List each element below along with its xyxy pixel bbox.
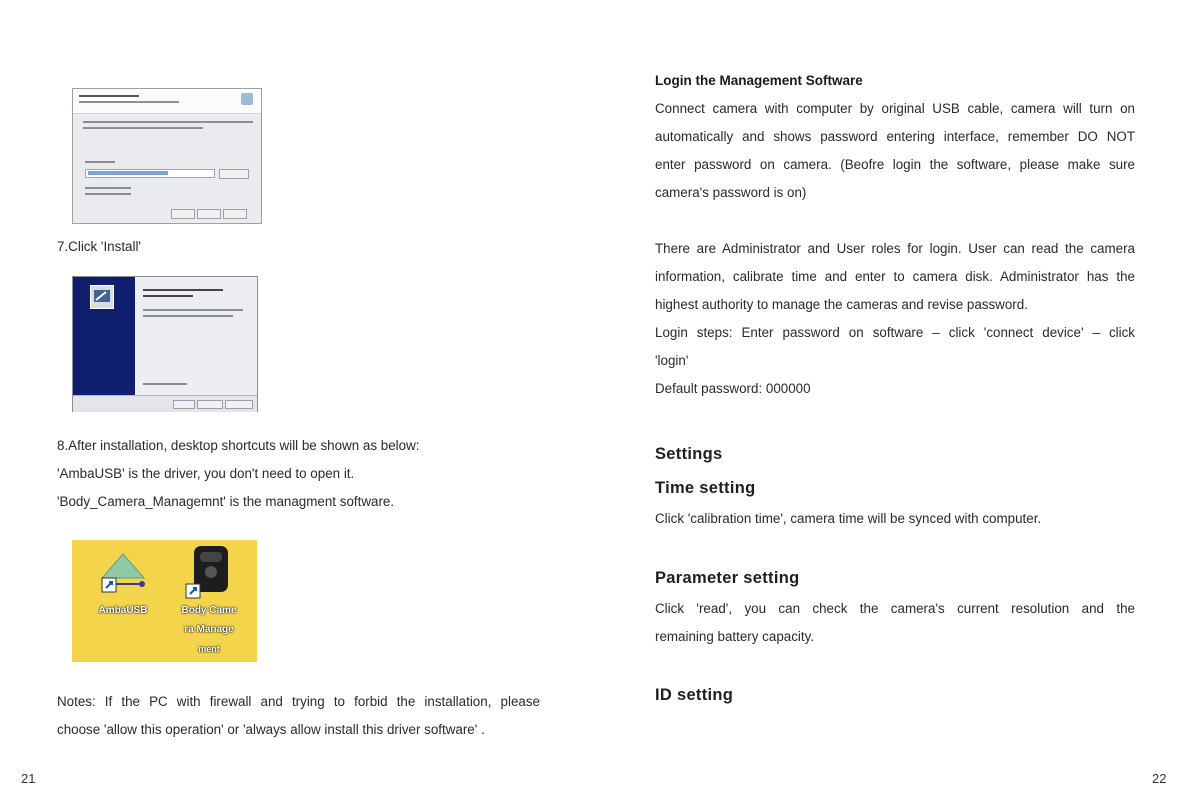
login-steps-line-2: 'login' (655, 353, 689, 368)
default-password: Default password: 000000 (655, 381, 811, 396)
parameter-setting-line-2: remaining battery capacity. (655, 629, 815, 644)
wizard-sidebar (73, 277, 135, 395)
time-setting-text: Click 'calibration time', camera time will be synced with computer. (655, 511, 1042, 526)
login-steps-line-1: Login steps: Enter password on software – click 'connect device' – click (655, 325, 1135, 340)
id-setting-heading: ID setting (655, 686, 734, 704)
install-path-field (85, 169, 215, 178)
shortcut-label-body-camera-line-3: ment (198, 644, 220, 654)
step-8-line-1: 8.After installation, desktop shortcuts will be shown as below: (57, 438, 420, 453)
login-para2-line-1: There are Administrator and User roles for login. User can read the camera (655, 241, 1135, 256)
login-para1-line-2: automatically and shows password entering interface, remember DO NOT (655, 129, 1135, 144)
usb-driver-icon (98, 550, 148, 602)
wizard-cancel-button (225, 400, 253, 409)
dialog-header (73, 89, 261, 114)
time-setting-heading: Time setting (655, 479, 756, 497)
parameter-setting-heading: Parameter setting (655, 569, 800, 587)
settings-heading: Settings (655, 445, 723, 463)
wizard-button-bar (73, 395, 257, 412)
wizard-back-button (173, 400, 195, 409)
login-heading: Login the Management Software (655, 73, 863, 88)
login-para1-line-3: enter password on camera. (Beofre login the software, please make sure (655, 157, 1135, 172)
notes-line-1: Notes: If the PC with firewall and trying to forbid the installation, please (57, 694, 540, 709)
notes-line-2: choose 'allow this operation' or 'always allow install this driver software' . (57, 722, 485, 737)
login-para2-line-3: highest authority to manage the cameras and revise password. (655, 297, 1028, 312)
page-number-left: 21 (21, 771, 36, 786)
shortcut-label-body-camera-line-2: ra Manage (184, 624, 234, 635)
wizard-logo-icon (90, 285, 114, 309)
login-para2-line-2: information, calibrate time and enter to camera disk. Administrator has the (655, 269, 1135, 284)
desktop-shortcuts-screenshot (72, 540, 257, 662)
shortcut-label-body-camera-line-1: Body Came (181, 605, 237, 616)
install-button (197, 209, 221, 219)
login-para1-line-1: Connect camera with computer by original USB cable, camera will turn on (655, 101, 1135, 116)
parameter-setting-line-1: Click 'read', you can check the camera's current resolution and the (655, 601, 1135, 616)
installer-dialog-screenshot (72, 88, 262, 224)
login-para1-line-4: camera's password is on) (655, 185, 807, 200)
body-camera-icon (184, 544, 234, 602)
step-8-line-2: 'AmbaUSB' is the driver, you don't need to open it. (57, 466, 355, 481)
shortcut-label-ambausb: AmbaUSB (98, 605, 148, 616)
step-7-text: 7.Click 'Install' (57, 239, 141, 254)
browse-button (219, 169, 249, 179)
page-number-right: 22 (1152, 771, 1167, 786)
cancel-button (223, 209, 247, 219)
step-8-line-3: 'Body_Camera_Managemnt' is the managment software. (57, 494, 395, 509)
wizard-next-button (197, 400, 223, 409)
back-button (171, 209, 195, 219)
wizard-welcome-screenshot (72, 276, 258, 412)
